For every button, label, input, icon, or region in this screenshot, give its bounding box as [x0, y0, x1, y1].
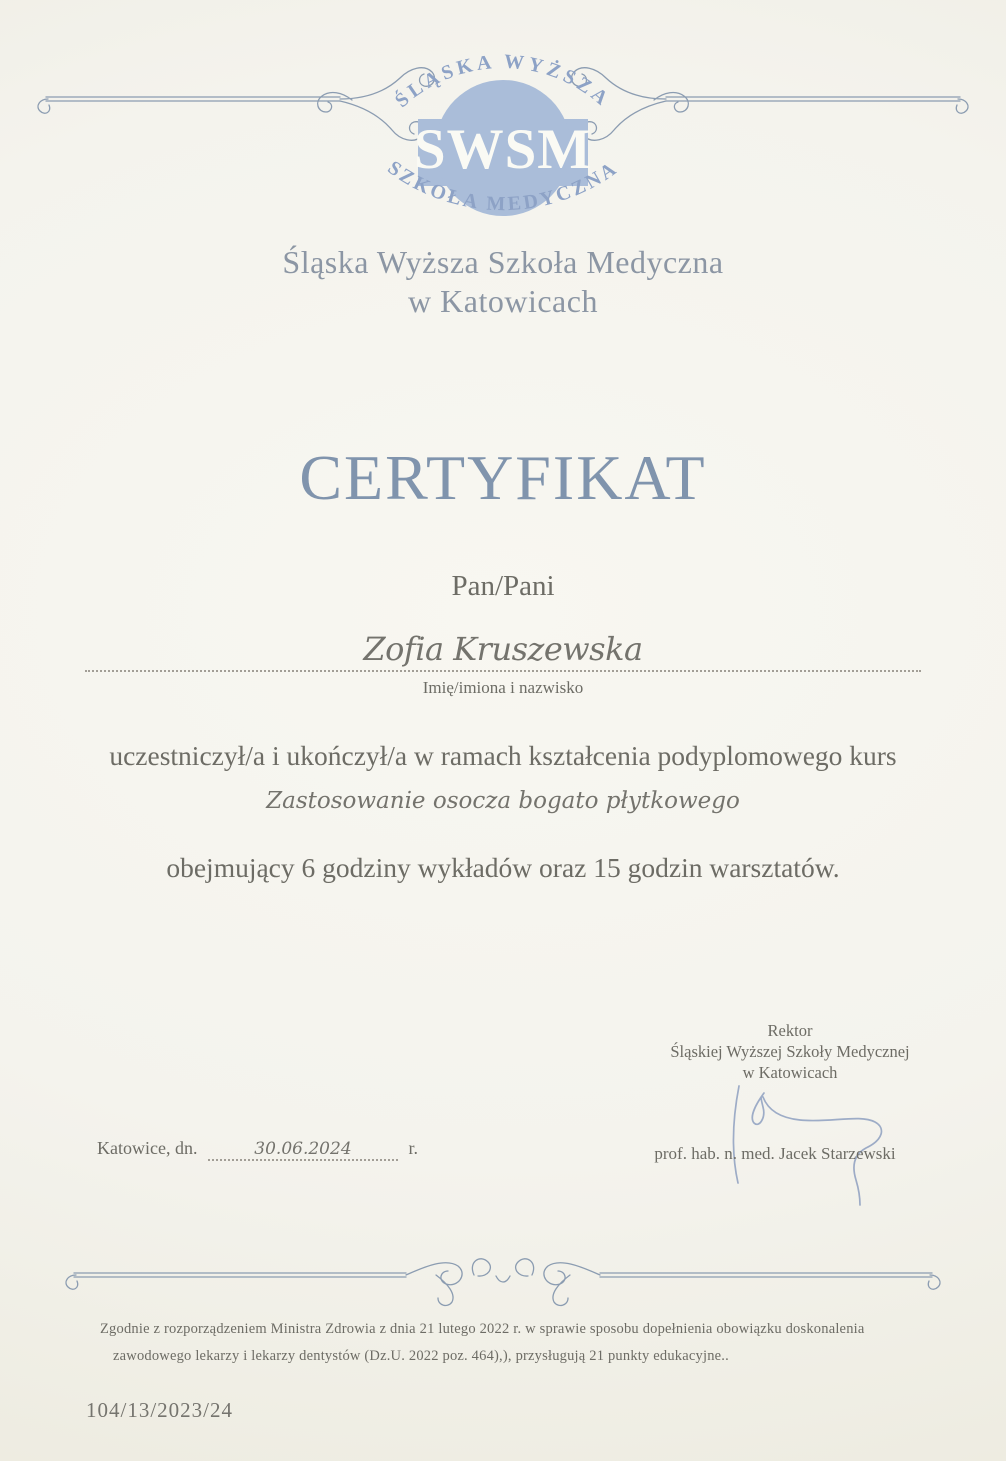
logo-abbreviation: SWSM	[413, 118, 593, 181]
signatory-role: Rektor	[767, 1021, 813, 1040]
footer-divider-ornament	[0, 1246, 1006, 1310]
signer-name: prof. hab. n. med. Jacek Starzewski	[654, 1144, 896, 1163]
recipient-name: Zofia Kruszewska	[363, 630, 643, 668]
header-rule-left	[38, 97, 340, 113]
legal-note-line2: zawodowego lekarzy i lekarzy dentystów (Dz.U. 2022 poz. 464),), przysługują 21 punkty edukacyjne..	[113, 1348, 729, 1364]
issue-date: 30.06.2024	[254, 1139, 352, 1159]
signatory-org-line1: Śląskiej Wyższej Szkoły Medycznej	[670, 1042, 910, 1061]
course-scope: obejmujący 6 godziny wykładów oraz 15 godzin warsztatów.	[166, 852, 840, 883]
issue-date-suffix: r.	[408, 1138, 418, 1158]
salutation: Pan/Pani	[451, 570, 555, 602]
footer-center-flourish	[406, 1259, 600, 1306]
signatory-org-line2: w Katowicach	[742, 1063, 838, 1082]
course-title: Zastosowanie osocza bogato płytkowego	[266, 788, 740, 814]
issue-date-dotted-field	[208, 1139, 398, 1161]
institution-name-line2: w Katowicach	[408, 283, 598, 319]
document-number: 104/13/2023/24	[86, 1398, 234, 1422]
certificate-title: CERTYFIKAT	[299, 442, 707, 513]
institution-name-line1: Śląska Wyższa Szkoła Medyczna	[282, 244, 724, 280]
header-rule-right	[666, 97, 968, 113]
footer-rule-right	[600, 1273, 940, 1289]
participation-statement: uczestniczył/a i ukończył/a w ramach kształcenia podyplomowego kurs	[109, 740, 897, 771]
footer-rule-left	[66, 1273, 406, 1289]
issue-place-prefix: Katowice, dn.	[97, 1138, 198, 1158]
logo-arc-top-text: ŚLĄSKA WYŻSZA	[390, 50, 615, 113]
issue-date-line	[97, 1138, 418, 1161]
legal-note-line1: Zgodnie z rozporządzeniem Ministra Zdrowia z dnia 21 lutego 2022 r. w sprawie sposobu dopełnienia obowiązku doskonalenia	[100, 1321, 865, 1337]
recipient-name-line	[85, 624, 921, 672]
legal-note	[100, 1316, 880, 1370]
institution-name	[0, 243, 1006, 321]
school-logo	[384, 51, 623, 216]
name-field-label: Imię/imiona i nazwisko	[422, 678, 584, 697]
logo-arc-bottom-text: SZKOŁA MEDYCZNA	[383, 156, 623, 216]
